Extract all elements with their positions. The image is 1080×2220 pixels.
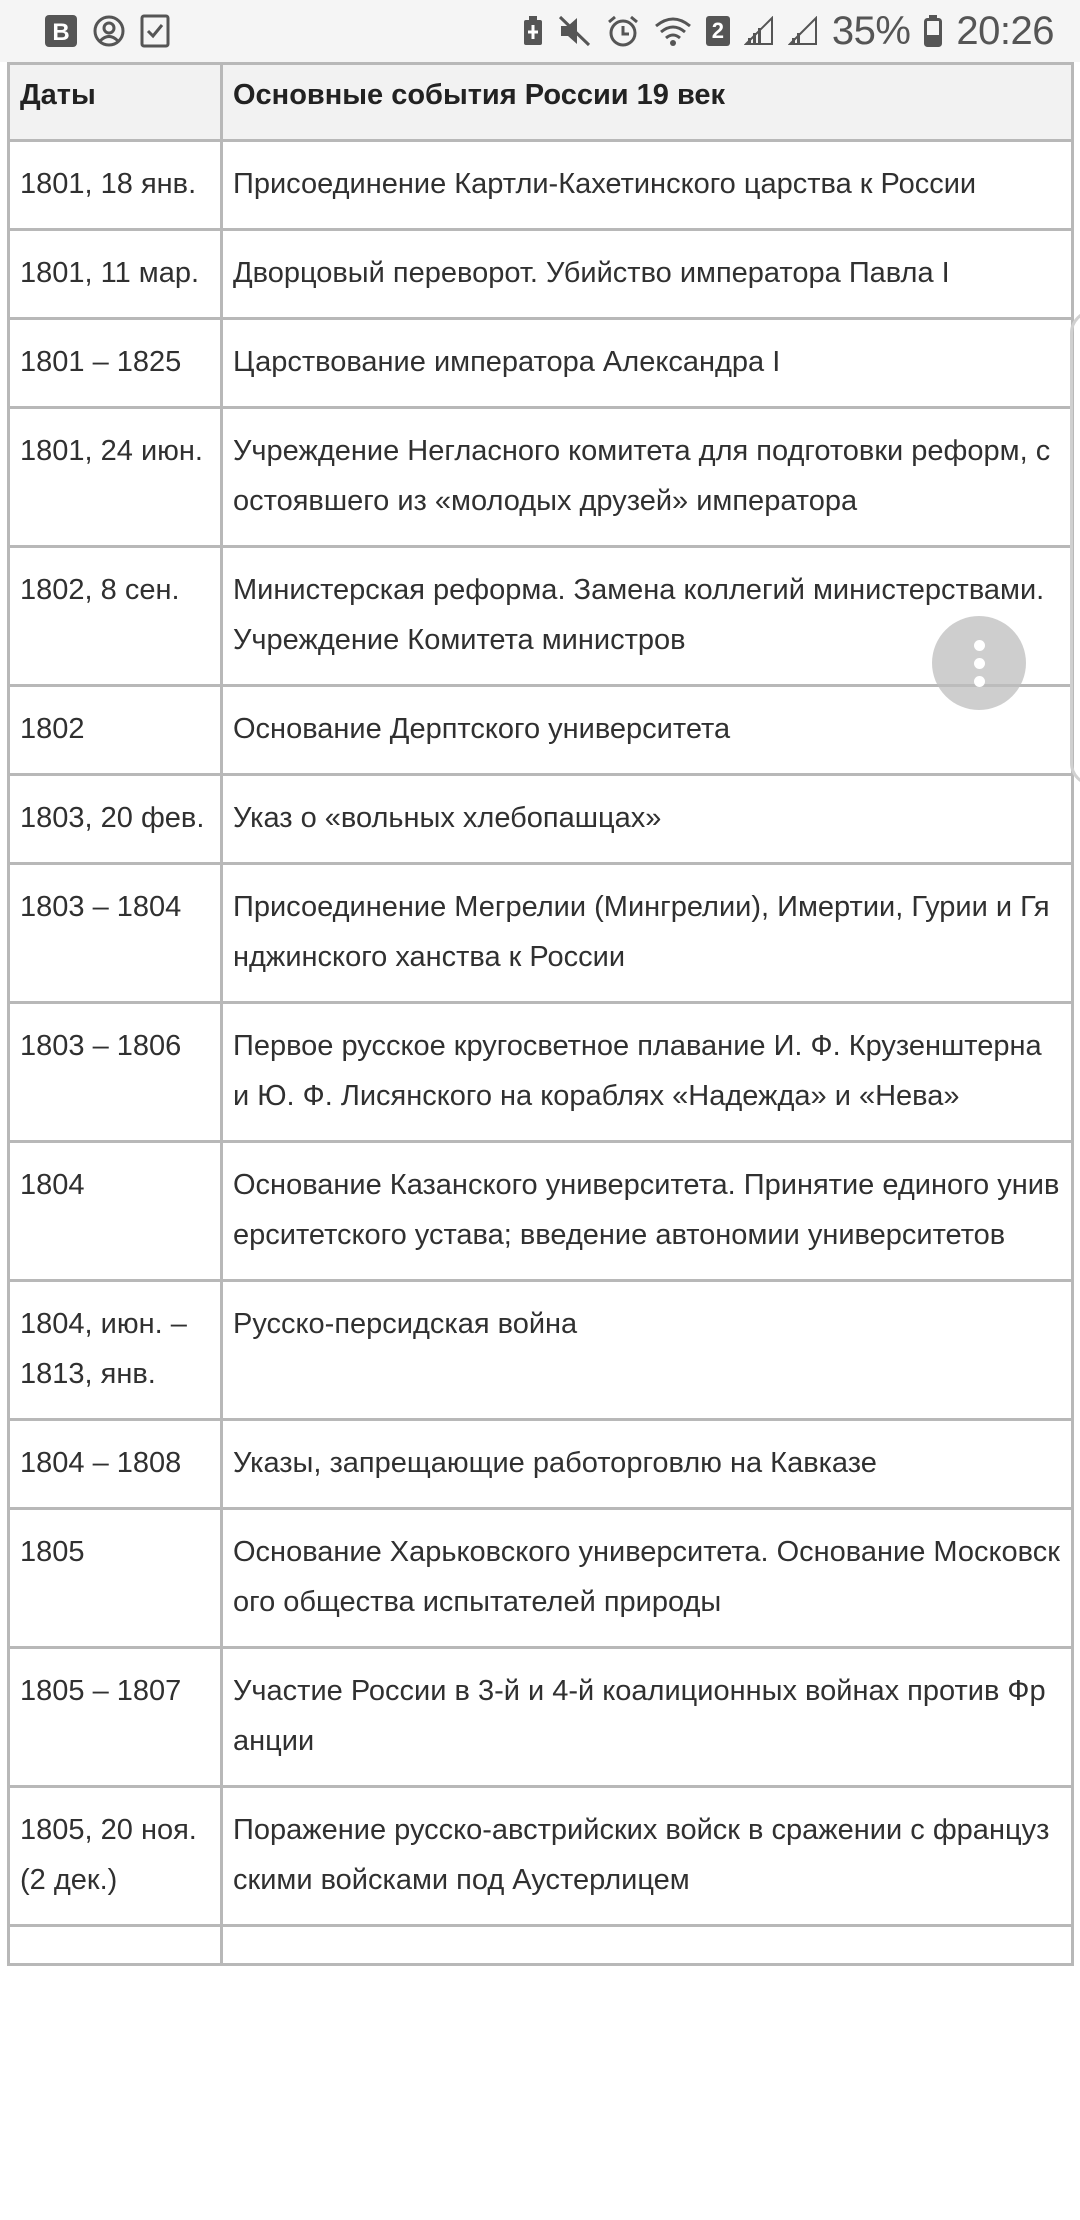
- wifi-icon: [654, 16, 692, 46]
- date-cell: 1804: [9, 1142, 222, 1281]
- battery-icon: [924, 15, 942, 47]
- table-row: [9, 1142, 1073, 1281]
- table-row: [9, 1003, 1073, 1142]
- event-cell: Указы, запрещающие работорговлю на Кавказе: [222, 1420, 1073, 1509]
- header-events: Основные события России 19 век: [222, 64, 1073, 141]
- date-cell: [9, 1926, 222, 1965]
- table-row: [9, 864, 1073, 1003]
- table-row: [9, 319, 1073, 408]
- date-cell: 1804, июн. – 1813, янв.: [9, 1281, 222, 1420]
- events-table: [7, 62, 1074, 1966]
- table-row: [9, 1509, 1073, 1648]
- date-cell: 1802: [9, 686, 222, 775]
- table-row: [9, 1648, 1073, 1787]
- event-cell: Основание Казанского университета. Принятие единого университетского устава; введение автономии университетов: [222, 1142, 1073, 1281]
- more-options-button[interactable]: [932, 616, 1026, 710]
- event-cell: Поражение русско-австрийских войск в сражении с французскими войсками под Аустерлицем: [222, 1787, 1073, 1926]
- clock: 20:26: [956, 8, 1054, 53]
- date-cell: 1803, 20 фев.: [9, 775, 222, 864]
- status-bar: [0, 0, 1080, 62]
- date-cell: 1805, 20 ноя. (2 дек.): [9, 1787, 222, 1926]
- table-row: [9, 1926, 1073, 1965]
- date-cell: 1801, 11 мар.: [9, 230, 222, 319]
- event-cell: Первое русское кругосветное плавание И. Ф. Крузенштерна и Ю. Ф. Лисянского на кораблях «Надежда» и «Нева»: [222, 1003, 1073, 1142]
- signal-icon: [744, 16, 774, 46]
- date-cell: 1805 – 1807: [9, 1648, 222, 1787]
- header-dates: Даты: [9, 64, 222, 141]
- table-row: [9, 141, 1073, 230]
- date-cell: 1801 – 1825: [9, 319, 222, 408]
- table-row: [9, 1787, 1073, 1926]
- date-cell: 1804 – 1808: [9, 1420, 222, 1509]
- table-row: [9, 408, 1073, 547]
- account-circle-icon: [92, 14, 126, 48]
- event-cell: Присоединение Мегрелии (Мингрелии), Имертии, Гурии и Гянджинского ханства к России: [222, 864, 1073, 1003]
- mute-icon: [558, 15, 592, 47]
- date-cell: 1803 – 1806: [9, 1003, 222, 1142]
- event-cell: Участие России в 3-й и 4-й коалиционных войнах против Франции: [222, 1648, 1073, 1787]
- table-row: [9, 547, 1073, 686]
- sim-2-badge: 2: [706, 16, 730, 46]
- table-row: [9, 686, 1073, 775]
- event-cell: Дворцовый переворот. Убийство императора Павла I: [222, 230, 1073, 319]
- event-cell: Русско-персидская война: [222, 1281, 1073, 1420]
- event-cell: Основание Харьковского университета. Основание Московского общества испытателей природы: [222, 1509, 1073, 1648]
- date-cell: 1803 – 1804: [9, 864, 222, 1003]
- table-row: [9, 230, 1073, 319]
- table-body: [9, 141, 1073, 1965]
- event-cell: [222, 1926, 1073, 1965]
- battery-saver-icon: [522, 15, 544, 47]
- side-panel-edge[interactable]: [1070, 310, 1080, 786]
- event-cell: Учреждение Негласного комитета для подготовки реформ, состоявшего из «молодых друзей» императора: [222, 408, 1073, 547]
- checklist-icon: [140, 14, 170, 48]
- event-cell: Министерская реформа. Замена коллегий министерствами. Учреждение Комитета министров: [222, 547, 1073, 686]
- date-cell: 1801, 18 янв.: [9, 141, 222, 230]
- more-vert-dot: [974, 676, 985, 687]
- events-table-container: [7, 62, 1071, 1966]
- svg-text:B: B: [52, 19, 70, 46]
- event-cell: Присоединение Картли-Кахетинского царства к России: [222, 141, 1073, 230]
- status-bar-right: [522, 9, 1054, 54]
- status-bar-left: [44, 14, 170, 48]
- date-cell: 1801, 24 июн.: [9, 408, 222, 547]
- date-cell: 1802, 8 сен.: [9, 547, 222, 686]
- alarm-icon: [606, 14, 640, 48]
- date-cell: 1805: [9, 1509, 222, 1648]
- event-cell: Указ о «вольных хлебопашцах»: [222, 775, 1073, 864]
- signal-2-icon: [788, 16, 818, 46]
- more-vert-icon: [974, 640, 985, 651]
- more-vert-dot: [974, 658, 985, 669]
- table-row: [9, 1420, 1073, 1509]
- event-cell: Царствование императора Александра I: [222, 319, 1073, 408]
- table-header-row: [9, 64, 1073, 141]
- table-row: [9, 775, 1073, 864]
- table-row: [9, 1281, 1073, 1420]
- battery-percent: 35%: [831, 8, 911, 53]
- blog-b-icon: [44, 14, 78, 48]
- event-cell: Основание Дерптского университета: [222, 686, 1073, 775]
